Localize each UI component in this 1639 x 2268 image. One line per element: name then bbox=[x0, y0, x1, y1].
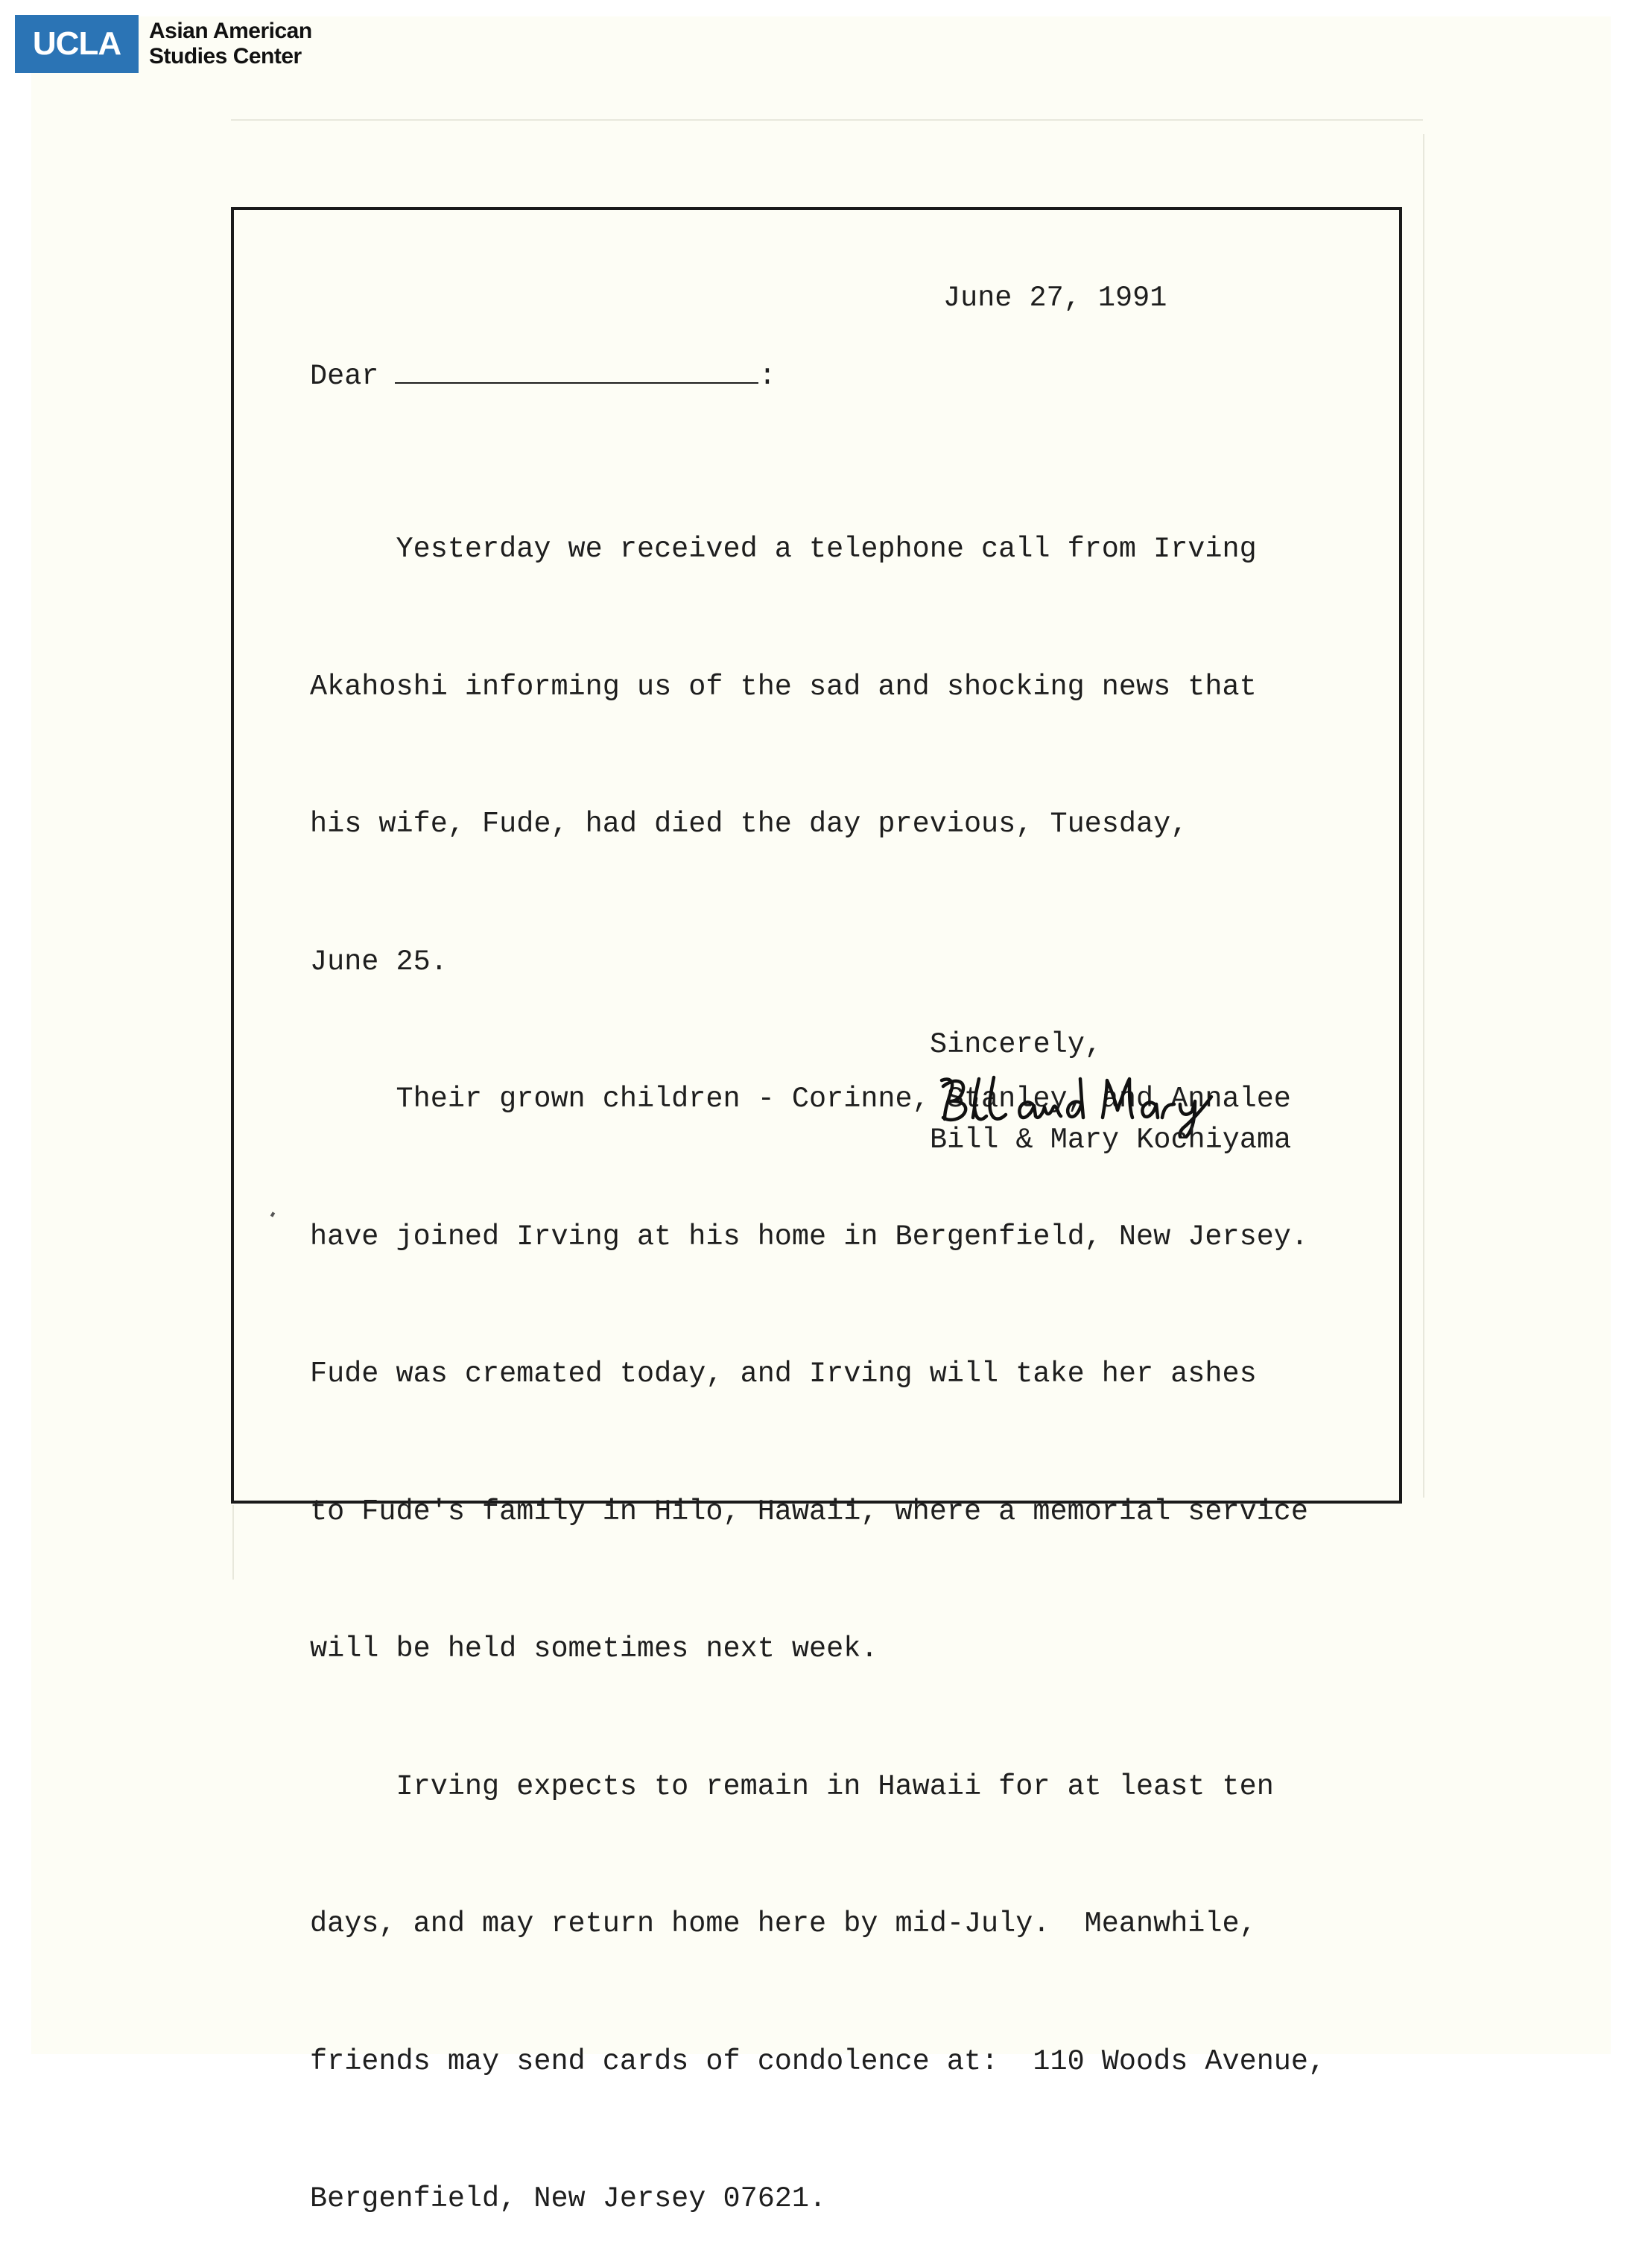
salutation-colon: : bbox=[758, 360, 776, 393]
body-line: Yesterday we received a telephone call from Irving bbox=[310, 533, 1257, 566]
body-line: Bergenfield, New Jersey 07621. bbox=[310, 2182, 827, 2215]
body-line: have joined Irving at his home in Bergenfield, New Jersey. bbox=[310, 1220, 1309, 1253]
body-line: friends may send cards of condolence at: 110 Woods Avenue, bbox=[310, 2044, 1326, 2078]
guide-line-left bbox=[232, 1505, 234, 1580]
closing: Sincerely, bbox=[930, 1028, 1103, 1061]
salutation-row bbox=[310, 360, 776, 393]
body-line: will be held sometimes next week. bbox=[310, 1632, 878, 1665]
logo-line-2: Studies Center bbox=[149, 44, 302, 69]
body-line: Irving expects to remain in Hawaii for at least ten bbox=[310, 1770, 1274, 1803]
body-line: Fude was cremated today, and Irving will take her ashes bbox=[310, 1358, 1257, 1390]
signer-name: Bill & Mary Kochiyama bbox=[930, 1124, 1292, 1156]
logo-center-name bbox=[149, 19, 312, 69]
logo-line-1: Asian American bbox=[149, 19, 312, 43]
body-line: days, and may return home here by mid-July. Meanwhile, bbox=[310, 1907, 1257, 1940]
ucla-logo bbox=[15, 15, 312, 73]
recipient-blank-line bbox=[395, 360, 758, 384]
guide-line-right bbox=[1423, 134, 1424, 1498]
body-line: Akahoshi informing us of the sad and shocking news that bbox=[310, 670, 1257, 703]
body-line: Their grown children - Corinne, Stanley, and Annalee bbox=[310, 1083, 1291, 1115]
salutation: Dear bbox=[310, 360, 379, 393]
body-line: to Fude's family in Hilo, Hawaii, where a memorial service bbox=[310, 1495, 1309, 1528]
body-line: his wife, Fude, had died the day previous, Tuesday, bbox=[310, 808, 1188, 840]
guide-line-top bbox=[231, 119, 1423, 121]
letter-date: June 27, 1991 bbox=[943, 282, 1167, 314]
letter-body bbox=[310, 435, 1405, 2268]
ucla-logo-mark: UCLA bbox=[15, 15, 139, 73]
body-line: June 25. bbox=[310, 945, 448, 978]
